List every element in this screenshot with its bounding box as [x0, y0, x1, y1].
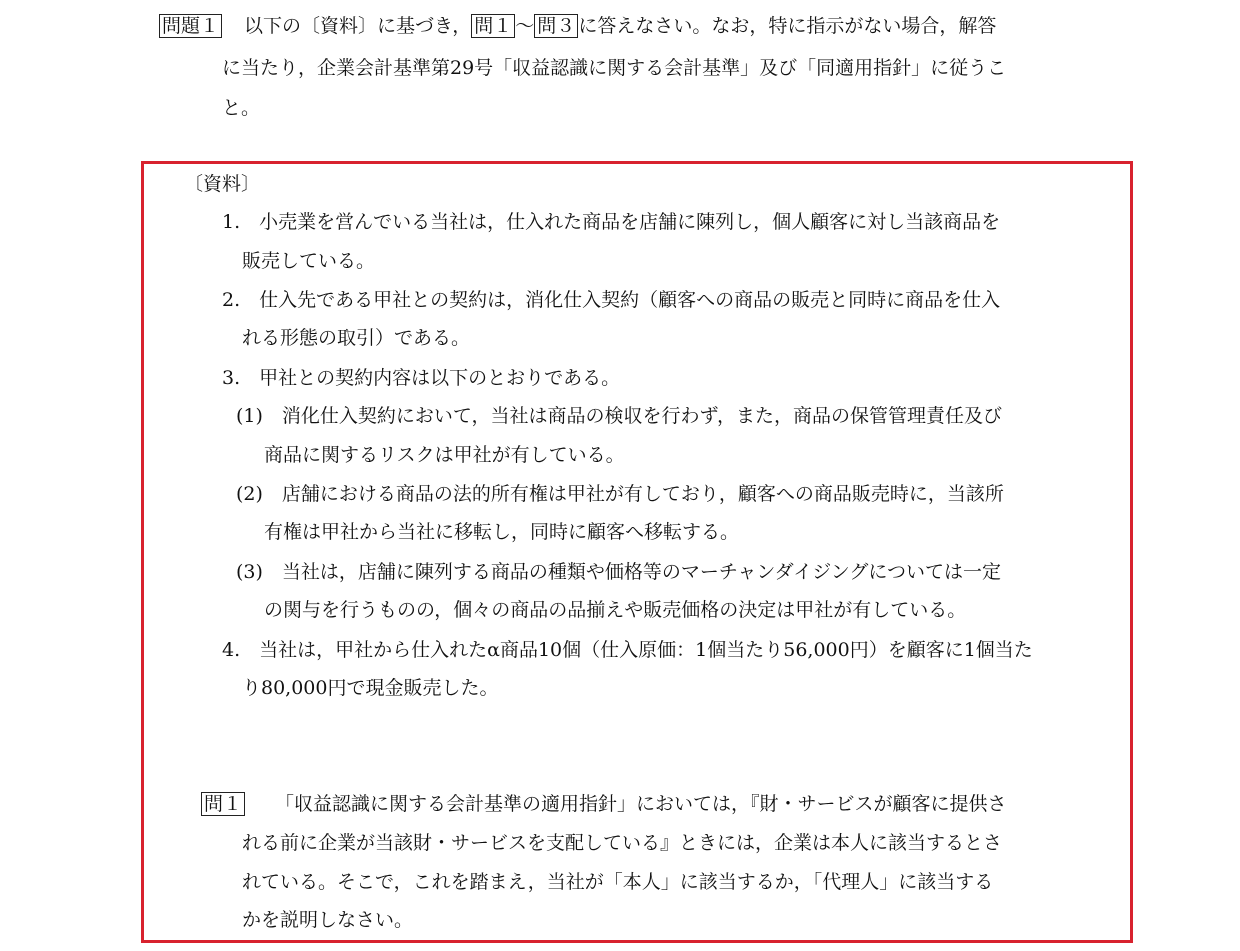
materials-title: 〔資料〕 — [184, 173, 261, 195]
material-line: (1) 消化仕入契約において，当社は商品の検収を行わず，また，商品の保管管理責任及び — [236, 405, 1003, 427]
highlight-frame — [141, 161, 1133, 943]
question1-line: れる前に企業が当該財・サービスを支配している』ときには，企業は本人に該当するとさ — [242, 832, 1003, 854]
header-text-end: に答えなさい。なお，特に指示がない場合，解答 — [578, 15, 997, 37]
question1-line: かを説明しなさい。 — [242, 909, 414, 931]
question1-line: れている。そこで，これを踏まえ，当社が「本人」に該当するか，「代理人」に該当する — [242, 871, 994, 893]
material-line: 販売している。 — [242, 250, 376, 272]
material-line: 4. 当社は，甲社から仕入れたα商品10個（仕入原価：1個当たり56,000円）を顧客に1個当た — [222, 639, 1033, 661]
material-line: れる形態の取引）である。 — [242, 327, 471, 349]
material-line: (2) 店舗における商品の法的所有権は甲社が有しており，顧客への商品販売時に，当該所 — [236, 483, 1004, 505]
material-line: 有権は甲社から当社に移転し，同時に顧客へ移転する。 — [264, 521, 740, 543]
material-line: 3. 甲社との契約内容は以下のとおりである。 — [222, 367, 621, 389]
question1-label: 問１ — [201, 792, 245, 816]
tilde: ～ — [515, 15, 535, 37]
material-line: (3) 当社は，店舗に陳列する商品の種類や価格等のマーチャンダイジングについては一定 — [236, 561, 1001, 583]
q1-ref: 問１ — [471, 14, 515, 38]
material-line: 2. 仕入先である甲社との契約は，消化仕入契約（顧客への商品の販売と同時に商品を仕入 — [222, 289, 1001, 311]
material-line: 1. 小売業を営んでいる当社は，仕入れた商品を店舗に陳列し，個人顧客に対し当該商品を — [222, 211, 1001, 233]
question-label: 問題１ — [159, 14, 222, 38]
material-line: 商品に関するリスクは甲社が有している。 — [264, 444, 625, 466]
question1-text: 「収益認識に関する会計基準の適用指針」においては，『財・サービスが顧客に提供さ — [275, 793, 1007, 815]
header-line-3: と。 — [222, 97, 261, 119]
question1-line-1 — [201, 792, 1007, 816]
header-text: 以下の〔資料〕に基づき， — [244, 15, 472, 37]
material-line: の関与を行うものの，個々の商品の品揃えや販売価格の決定は甲社が有している。 — [264, 599, 967, 621]
material-line: り80,000円で現金販売した。 — [242, 677, 499, 699]
q3-ref: 問３ — [534, 14, 578, 38]
header-line-2: に当たり，企業会計基準第29号「収益認識に関する会計基準」及び「同適用指針」に従うこ — [222, 57, 1007, 79]
header-line-1 — [159, 14, 996, 38]
